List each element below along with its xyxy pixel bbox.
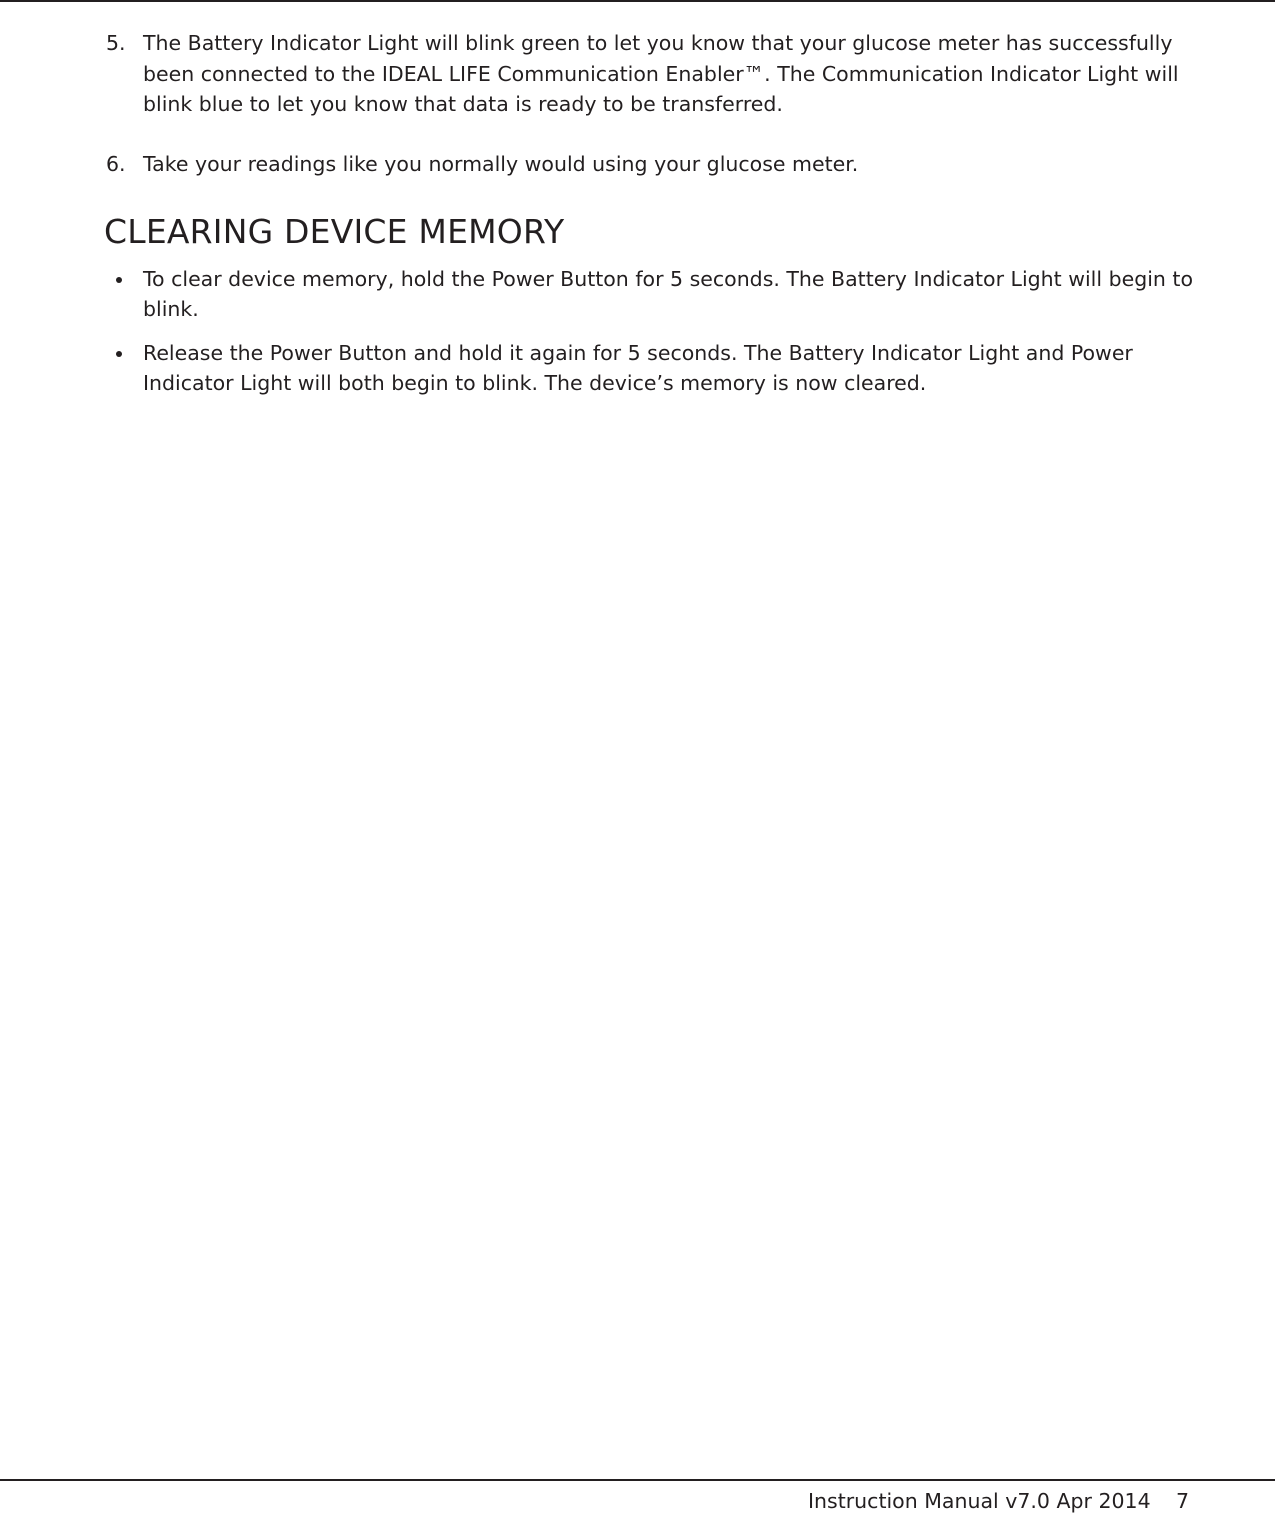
step-number: 5. [106,31,126,55]
page-number: 7 [1176,1489,1190,1513]
step-text: The Battery Indicator Light will blink green to let you know that your glucose meter has successfully been connected to the IDEAL LIFE Communication Enabler™. The Communication Indicator Light will blink blue to let you know that data is ready to be transferred. [143,31,1179,116]
step-item [104,149,1214,180]
page-footer [808,1486,1190,1516]
bullet-text: Release the Power Button and hold it again for 5 seconds. The Battery Indicator Light and Power Indicator Light will both begin to blink. The device’s memory is now cleared. [143,341,1133,395]
step-item [104,28,1214,120]
bullet-icon [116,351,122,357]
step-text: Take your readings like you normally would using your glucose meter. [143,151,859,176]
bullet-item [104,264,1214,324]
bullet-icon [116,277,122,283]
page-content [104,28,1214,412]
step-number: 6. [106,151,126,176]
bullet-text: To clear device memory, hold the Power Button for 5 seconds. The Battery Indicator Light will begin to blink. [143,267,1194,321]
section-heading: CLEARING DEVICE MEMORY [104,212,565,251]
top-rule [0,0,1275,2]
bullet-item [104,338,1214,398]
footer-label: Instruction Manual v7.0 Apr 2014 [808,1489,1151,1513]
footer-rule [0,1479,1275,1481]
